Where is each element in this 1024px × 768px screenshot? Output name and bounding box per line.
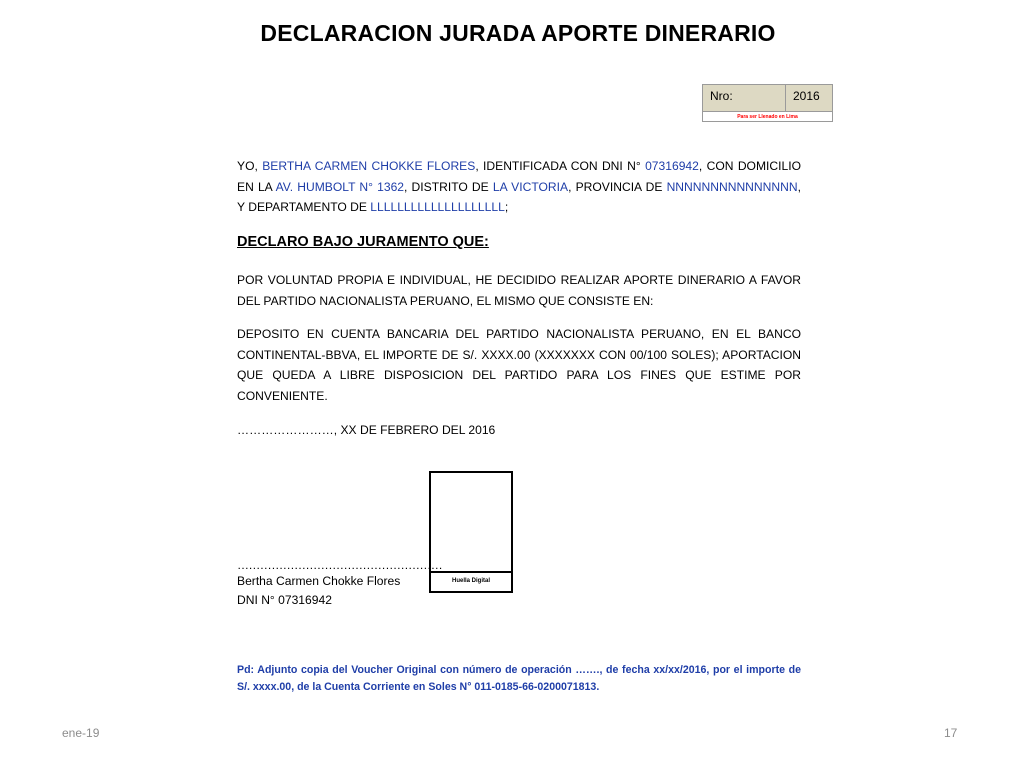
intro-text-1: YO, [237, 159, 263, 173]
intro-text-7: ; [504, 200, 509, 214]
declarant-department: LLLLLLLLLLLLLLLLLLLL [370, 200, 505, 214]
declaration-heading: DECLARO BAJO JURAMENTO QUE: [237, 234, 489, 250]
postscript-note: Pd: Adjunto copia del Voucher Original con número de operación ……., de fecha xx/xx/2016, por el importe de S/. xxxx.00, de la Cuenta Corriente en Soles N° 011-0185-66-0200071813. [237, 664, 801, 693]
intro-text-6: , Y DEPARTAMENTO DE [237, 179, 801, 214]
intro-text-2: , IDENTIFICADA CON DNI N° [475, 159, 646, 173]
intro-paragraph [237, 156, 801, 218]
declarant-address: AV. HUMBOLT N° 1362 [275, 179, 405, 194]
footer-date: ene-19 [62, 726, 100, 740]
nro-note: Para ser Llenado en Lima [703, 111, 832, 122]
nro-box [702, 84, 833, 122]
declarant-dni: 07316942 [645, 159, 699, 173]
nro-row [703, 85, 832, 111]
intro-text-3: , CON DOMICILIO EN LA [237, 159, 801, 194]
signature-name: Bertha Carmen Chokke Flores [237, 574, 401, 588]
fingerprint-label: Huella Digital [431, 571, 511, 591]
intro-text-5: , PROVINCIA DE [568, 179, 667, 194]
fingerprint-box [429, 471, 513, 593]
declarant-district: LA VICTORIA [492, 179, 569, 194]
intro-text-4: , DISTRITO DE [404, 179, 493, 194]
nro-label: Nro: [703, 85, 786, 111]
page-number: 17 [944, 726, 958, 740]
nro-value: 2016 [786, 85, 832, 111]
paragraph-voluntad: POR VOLUNTAD PROPIA E INDIVIDUAL, HE DECIDIDO REALIZAR APORTE DINERARIO A FAVOR DEL PARTIDO NACIONALISTA PERUANO, EL MISMO QUE CONSISTE EN: [237, 273, 801, 308]
signature-line: ……………………………………………… [237, 558, 443, 572]
paragraph-deposito: DEPOSITO EN CUENTA BANCARIA DEL PARTIDO NACIONALISTA PERUANO, EN EL BANCO CONTINENTAL-BBVA, EL IMPORTE DE S/. XXXX.00 (XXXXXXX CON 00/100 SOLES); APORTACION QUE QUEDA A LIBRE DISPOSICION DEL PARTIDO PARA LOS FINES QUE ESTIME POR CONVENIENTE. [237, 327, 801, 403]
declarant-province: NNNNNNNNNNNNNNN [666, 179, 798, 194]
signature-dni: DNI N° 07316942 [237, 593, 332, 607]
declarant-name: BERTHA CARMEN CHOKKE FLORES [262, 159, 476, 173]
date-line: ……………………, XX DE FEBRERO DEL 2016 [237, 423, 496, 437]
document-title: DECLARACION JURADA APORTE DINERARIO [260, 20, 776, 46]
